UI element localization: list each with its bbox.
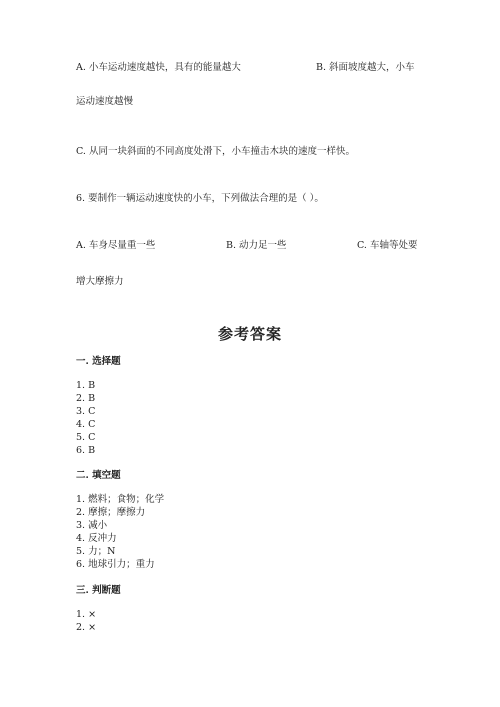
answer-item: 2. × <box>76 622 97 633</box>
answer-item: 2. B <box>76 393 96 404</box>
true-false-answers <box>76 609 96 635</box>
answer-item: 5. 力；N <box>76 546 116 557</box>
q5-option-a: A. 小车运动速度越快，具有的能量越大 <box>76 62 241 73</box>
q6-option-b: B. 动力足一些 <box>226 240 287 251</box>
q5-option-c: C. 从同一块斜面的不同高度处滑下，小车撞击木块的速度一样快。 <box>76 146 355 157</box>
multiple-choice-answers <box>76 380 95 458</box>
answer-item: 4. C <box>76 419 96 430</box>
answer-item: 6. 地球引力；重力 <box>76 559 155 570</box>
answer-item: 1. B <box>76 380 96 391</box>
q5-option-b: B. 斜面坡度越大，小车 <box>316 62 415 73</box>
q5-option-b-continued: 运动速度越慢 <box>76 96 134 107</box>
fill-in-answers <box>76 494 164 572</box>
section-heading-fill-in: 二. 填空题 <box>76 470 121 481</box>
q6-option-c: C. 车轴等处要 <box>357 240 418 251</box>
answer-item: 1. × <box>76 609 97 620</box>
answer-item: 3. C <box>76 406 96 417</box>
answer-item: 3. 减小 <box>76 520 108 531</box>
section-heading-true-false: 三. 判断题 <box>76 585 121 596</box>
q6-option-c-continued: 增大摩擦力 <box>76 276 124 287</box>
answer-item: 1. 燃料；食物；化学 <box>76 494 165 505</box>
answer-item: 2. 摩擦；摩擦力 <box>76 507 146 518</box>
answer-item: 6. B <box>76 445 96 456</box>
section-heading-multiple-choice: 一. 选择题 <box>76 356 121 367</box>
answer-key-title: 参考答案 <box>217 325 282 343</box>
q6-option-a: A. 车身尽量重一些 <box>76 240 156 251</box>
answer-item: 4. 反冲力 <box>76 533 117 544</box>
q6-stem: 6. 要制作一辆运动速度快的小车，下列做法合理的是（ ）。 <box>76 193 324 204</box>
answer-item: 5. C <box>76 432 96 443</box>
